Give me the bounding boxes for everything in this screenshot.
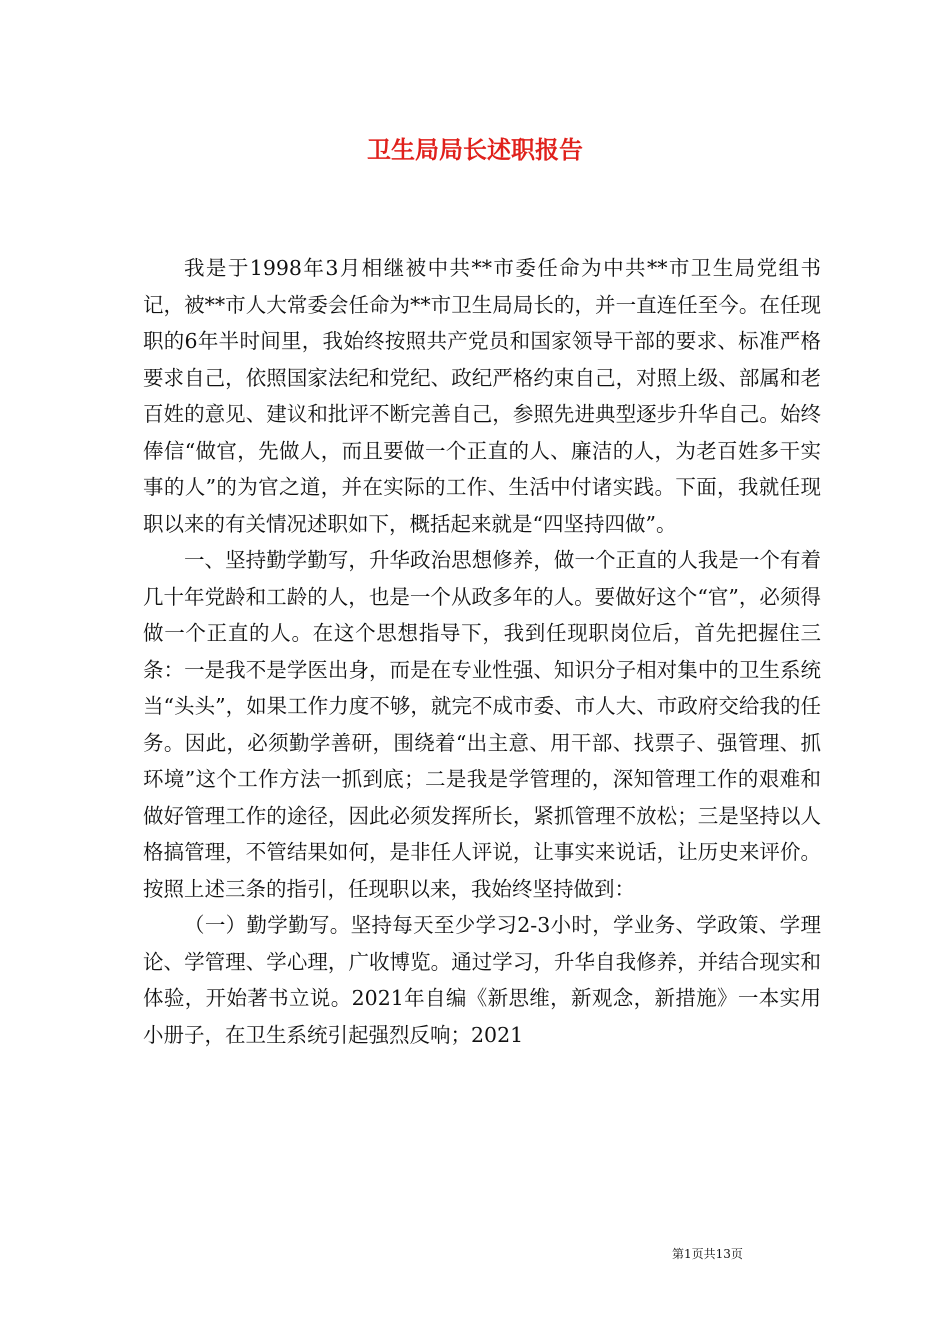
paragraph-section-one: 一、坚持勤学勤写，升华政治思想修养，做一个正直的人我是一个有着几十年党龄和工龄的人，也是一个从政多年的人。要做好这个“官”，必须得做一个正直的人。在这个思想指导下，我到任现职岗位后，首先把握住三条：一是我不是学医出身，而是在专业性强、知识分子相对集中的卫生系统当“头头”，如果工作力度不够，就完不成市委、市人大、市政府交给我的任务。因此，必须勤学善研，围绕着“出主意、用干部、找票子、强管理、抓环境”这个工作方法一抓到底；二是我是学管理的，深知管理工作的艰难和做好管理工作的途径，因此必须发挥所长，紧抓管理不放松；三是坚持以人格搞管理，不管结果如何，是非任人评说，让事实来说话，让历史来评价。按照上述三条的指引，任现职以来，我始终坚持做到： (143, 548, 821, 901)
document-title: 卫生局局长述职报告 (367, 135, 583, 164)
page-footer: 第1页共13页 (672, 1247, 743, 1261)
paragraph-intro: 我是于1998年3月相继被中共**市委任命为中共**市卫生局党组书记，被**市人大常委会任命为**市卫生局局长的，并一直连任至今。在任现职的6年半时间里，我始终按照共产党员和国家领导干部的要求、标准严格要求自己，依照国家法纪和党纪、政纪严格约束自己，对照上级、部属和老百姓的意见、建议和批评不断完善自己，参照先进典型逐步升华自己。始终俸信“做官，先做人，而且要做一个正直的人、廉洁的人，为老百姓多干实事的人”的为官之道，并在实际的工作、生活中付诸实践。下面，我就任现职以来的有关情况述职如下，概括起来就是“四坚持四做”。 (143, 256, 821, 536)
paragraph-subsection-one: （一）勤学勤写。坚持每天至少学习2-3小时，学业务、学政策、学理论、学管理、学心理，广收博览。通过学习，升华自我修养，并结合现实和体验，开始著书立说。2021年自编《新思维，新观念，新措施》一本实用小册子，在卫生系统引起强烈反响；2021 (143, 913, 821, 1047)
document-body (143, 250, 821, 1053)
